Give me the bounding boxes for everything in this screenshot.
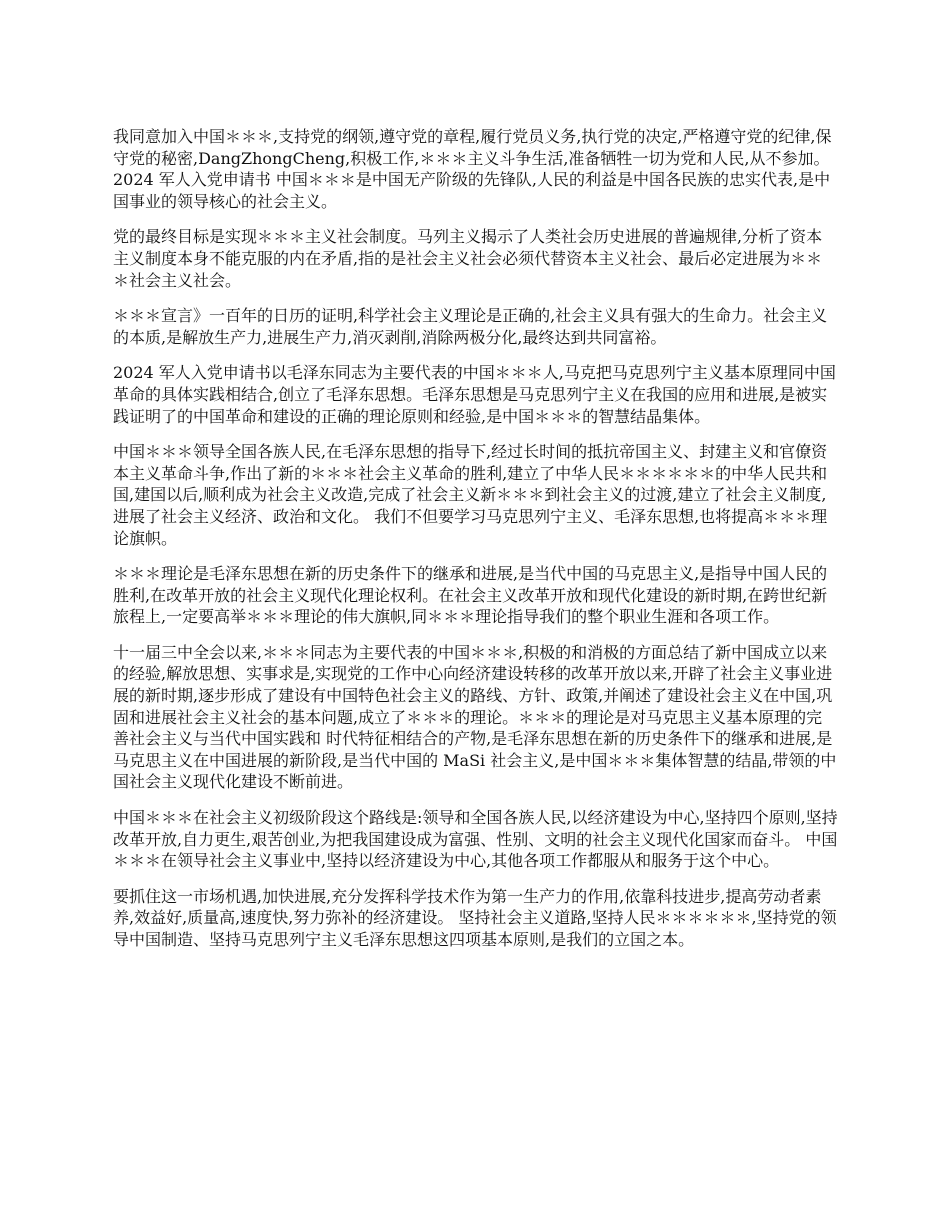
document-body: [113, 126, 838, 965]
paragraph-6: ＊＊＊理论是毛泽东思想在新的历史条件下的继承和进展,是当代中国的马克思主义,是指导中国人民的胜利,在改革开放的社会主义现代化理论权利。在社会主义改革开放和现代化建设的新时期,在跨世纪新旅程上,一定要高举＊＊＊理论的伟大旗帜,同＊＊＊理论指导我们的整个职业生涯和各项工作。: [113, 564, 828, 627]
paragraph-7: 十一届三中全会以来,＊＊＊同志为主要代表的中国＊＊＊,积极的和消极的方面总结了新中国成立以来的经验,解放思想、实事求是,实现党的工作中心向经济建设转移的改革开放以来,开辟了社会主义事业进展的新时期,逐步形成了建设有中国特色社会主义的路线、方针、政策,并阐述了建设社会主义在中国,巩固和进展社会主义社会的基本问题,成立了＊＊＊的理论。＊＊＊的理论是对马克思主义基本原理的完善社会主义与当代中国实践和 时代特征相结合的产物,是毛泽东思想在新的历史条件下的继承和进展,是马克思主义在中国进展的新阶段,是当代中国的 MaSi 社会主义,是中国＊＊＊集体智慧的结晶,带领的中国社会主义现代化建设不断前进。: [113, 642, 837, 792]
paragraph-8: 中国＊＊＊在社会主义初级阶段这个路线是:领导和全国各族人民,以经济建设为中心,坚持四个原则,坚持改革开放,自力更生,艰苦创业,为把我国建设成为富强、性别、文明的社会主义现代化国家而奋斗。 中国＊＊＊在领导社会主义事业中,坚持以经济建设为中心,其他各项工作都服从和服务于这个中心。: [113, 808, 838, 871]
paragraph-1: 我同意加入中国＊＊＊,支持党的纲领,遵守党的章程,履行党员义务,执行党的决定,严格遵守党的纪律,保守党的秘密,DangZhongCheng,积极工作,＊＊＊主义斗争生活,准备牺牲一切为党和人民,从不参加。2024 军人入党申请书 中国＊＊＊是中国无产阶级的先锋队,人民的利益是中国各民族的忠实代表,是中国事业的领导核心的社会主义。: [113, 127, 832, 211]
paragraph-2: 党的最终目标是实现＊＊＊主义社会制度。马列主义揭示了人类社会历史进展的普遍规律,分析了资本主义制度本身不能克服的内在矛盾,指的是社会主义社会必须代替资本主义社会、最后必定进展为＊＊＊社会主义社会。: [113, 227, 823, 290]
paragraph-3: ＊＊＊宣言》一百年的日历的证明,科学社会主义理论是正确的,社会主义具有强大的生命力。社会主义的本质,是解放生产力,进展生产力,消灭剥削,消除两极分化,最终达到共同富裕。: [113, 306, 828, 347]
paragraph-4: 2024 军人入党申请书以毛泽东同志为主要代表的中国＊＊＊人,马克把马克思列宁主义基本原理同中国革命的具体实践相结合,创立了毛泽东思想。毛泽东思想是马克思列宁主义在我国的应用和进展,是被实践证明了的中国革命和建设的正确的理论原则和经验,是中国＊＊＊的智慧结晶集体。: [113, 363, 836, 426]
paragraph-5: 中国＊＊＊领导全国各族人民,在毛泽东思想的指导下,经过长时间的抵抗帝国主义、封建主义和官僚资本主义革命斗争,作出了新的＊＊＊社会主义革命的胜利,建立了中华人民＊＊＊＊＊＊的中华人民共和国,建国以后,顺利成为社会主义改造,完成了社会主义新＊＊＊到社会主义的过渡,建立了社会主义制度,进展了社会主义经济、政治和文化。 我们不但要学习马克思列宁主义、毛泽东思想,也将提高＊＊＊理论旗帜。: [113, 442, 828, 548]
paragraph-9: 要抓住这一市场机遇,加快进展,充分发挥科学技术作为第一生产力的作用,依靠科技进步,提高劳动者素养,效益好,质量高,速度快,努力弥补的经济建设。 坚持社会主义道路,坚持人民＊＊＊＊＊＊,坚持党的领导中国制造、坚持马克思列宁主义毛泽东思想这四项基本原则,是我们的立国之本。: [113, 886, 837, 949]
